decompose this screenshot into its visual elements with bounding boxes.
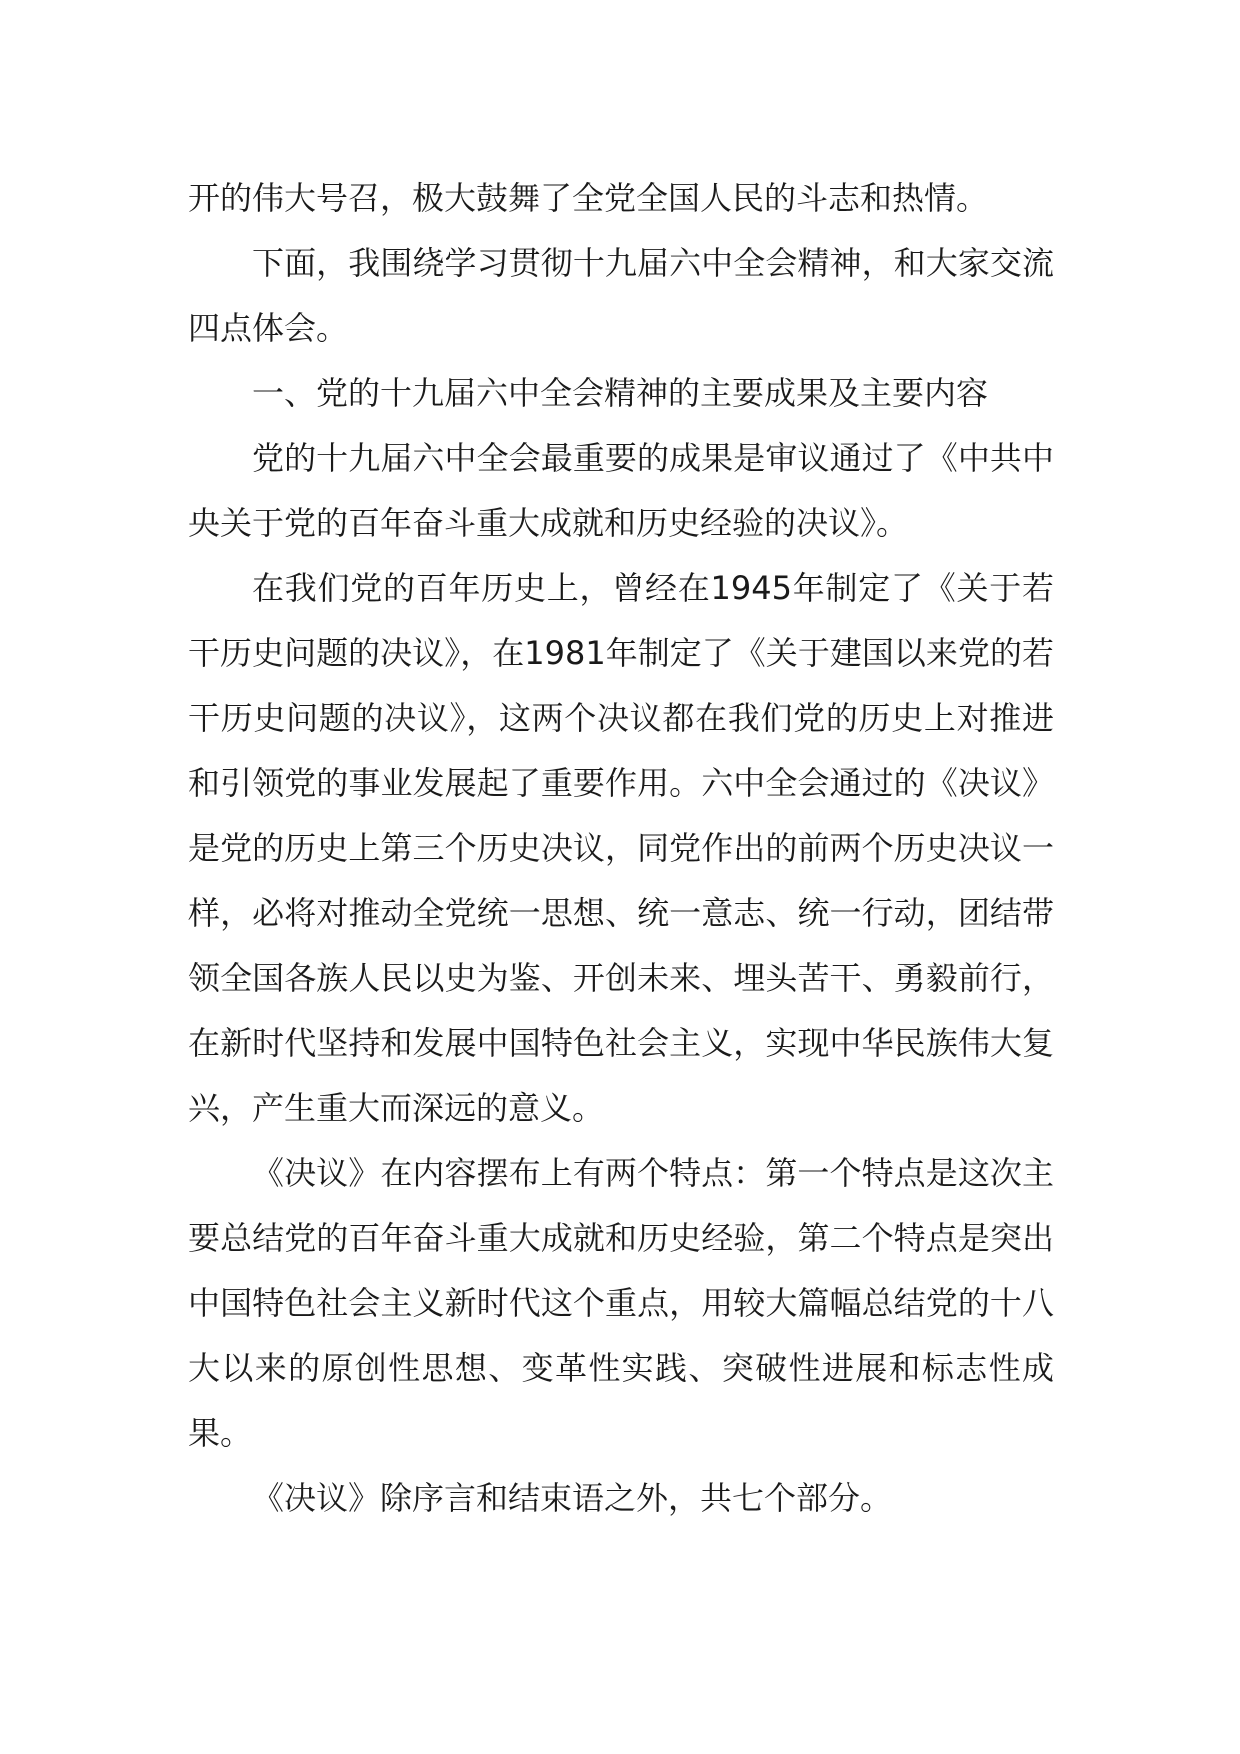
paragraph-intro: 下面，我围绕学习贯彻十九届六中全会精神，和大家交流四点体会。 xyxy=(188,244,1054,347)
paragraph-structure: 《决议》除序言和结束语之外，共七个部分。 xyxy=(252,1479,893,1517)
paragraph-features: 《决议》在内容摆布上有两个特点：第一个特点是这次主要总结党的百年奋斗重大成就和历史经验，第二个特点是突出中国特色社会主义新时代这个重点，用较大篇幅总结党的十八大以来的原创性思想、变革性实践、突破性进展和标志性成果。 xyxy=(188,1154,1054,1452)
paragraph-main-result: 党的十九届六中全会最重要的成果是审议通过了《中共中央关于党的百年奋斗重大成就和历史经验的决议》。 xyxy=(188,439,1054,542)
section-heading: 一、党的十九届六中全会精神的主要成果及主要内容 xyxy=(252,374,989,412)
paragraph-continuation: 开的伟大号召，极大鼓舞了全党全国人民的斗志和热情。 xyxy=(188,179,989,217)
document-body xyxy=(188,166,1054,1531)
paragraph-history: 在我们党的百年历史上，曾经在1945年制定了《关于若干历史问题的决议》，在1981年制定了《关于建国以来党的若干历史问题的决议》，这两个决议都在我们党的历史上对推进和引领党的事业发展起了重要作用。六中全会通过的《决议》是党的历史上第三个历史决议，同党作出的前两个历史决议一样，必将对推动全党统一思想、统一意志、统一行动，团结带领全国各族人民以史为鉴、开创未来、埋头苦干、勇毅前行，在新时代坚持和发展中国特色社会主义，实现中华民族伟大复兴，产生重大而深远的意义。 xyxy=(188,569,1054,1127)
